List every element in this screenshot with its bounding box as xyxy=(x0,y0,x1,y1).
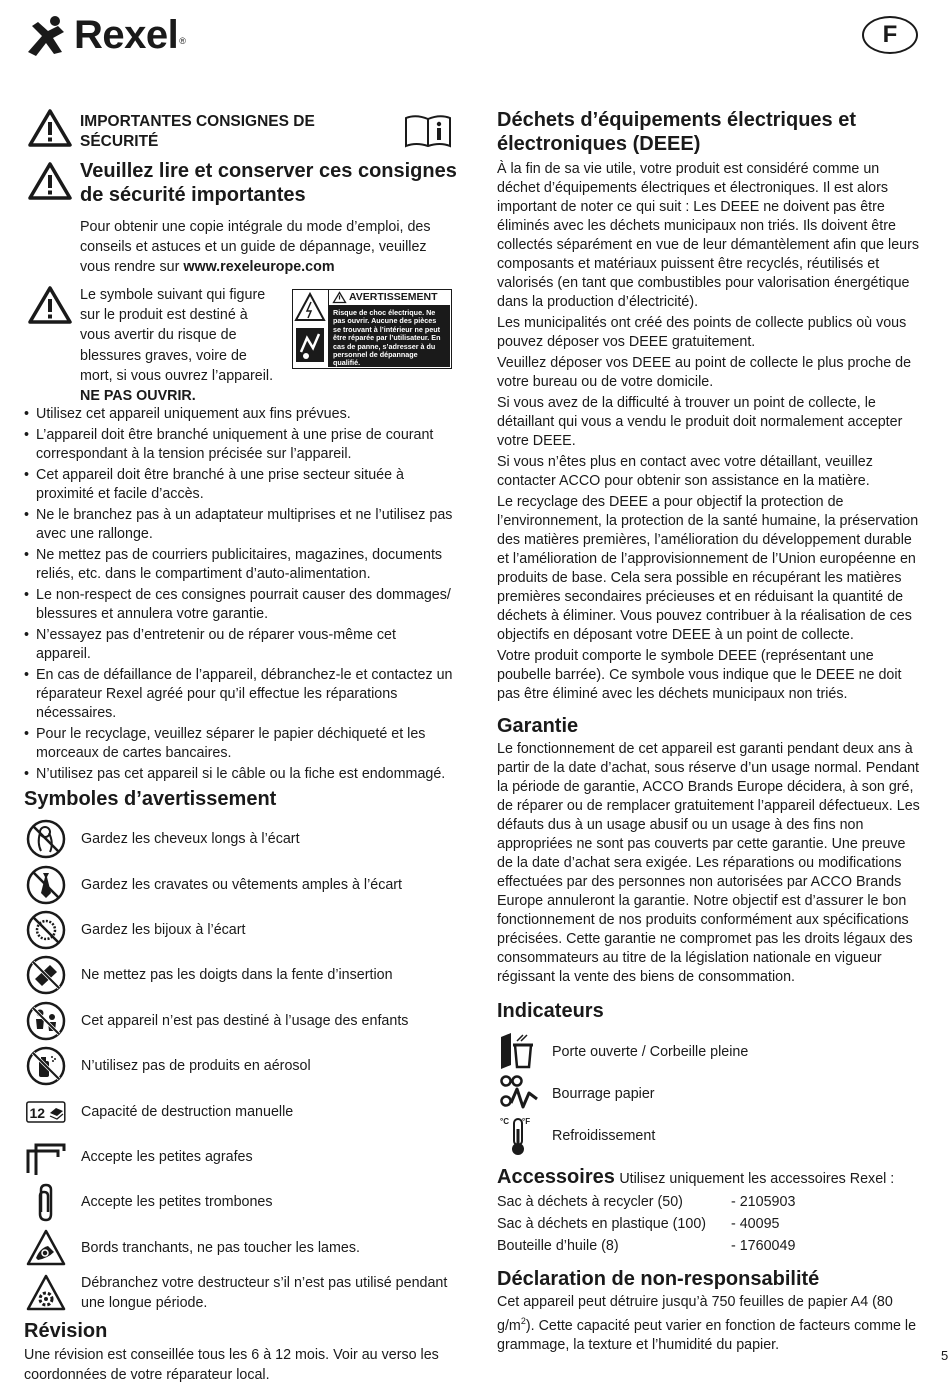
list-item xyxy=(24,999,454,1044)
warranty-text: Le fonctionnement de cet appareil est garanti pendant deux ans à partir de la date d’achat, sous réserve d’un usage normal. Pendant la période de garantie, ACCO Brands Europe décidera, à son gré, de réparer ou de remplacer gratuitement l’appareil défectueux. Les défauts dus à un usage abusif ou un usage à des fins non appropriées ne sont pas couverts par cette garantie. Une preuve de la date d’achat sera exigée. Les réparations ou modifications effectuées par des personnes non autorisées par ACCO Brands Europe annuleront la garantie. Notre objectif est d’assurer le bon fonctionnement de nos produits conformément aux spécifications précisées. Cette garantie ne compromet pas les droits légaux des consommateurs au titre de la législation nationale en vigueur régissant la vente des biens de consommation. xyxy=(497,741,920,985)
tie-icon xyxy=(26,865,66,905)
capacity-number: 12 xyxy=(29,1104,46,1121)
list-item: • Utilisez cet appareil uniquement aux fins prévues. xyxy=(24,405,454,424)
warning-label-header xyxy=(329,290,450,306)
symbol-label: Ne mettez pas les doigts dans la fente d’insertion xyxy=(81,967,393,984)
svg-text:°F: °F xyxy=(522,1117,531,1126)
electric-hazard-icon xyxy=(293,290,327,366)
right-column xyxy=(497,108,925,1357)
paragraph: Les municipalités ont créé des points de collecte publics où vous pouvez déposer vos DEEE gratuitement. xyxy=(497,315,907,350)
indicator-label: Porte ouverte / Corbeille pleine xyxy=(552,1044,749,1060)
list-item xyxy=(24,863,454,908)
accessories-title: Accessoires xyxy=(497,1166,615,1188)
list-item: • Ne le branchez pas à un adaptateur multiprises et ne l’utilisez pas avec une rallonge. xyxy=(24,506,454,544)
accessory-code: - 1760049 xyxy=(731,1238,796,1254)
children-icon xyxy=(26,1001,66,1041)
rexel-logo xyxy=(24,12,186,58)
sharp-blades-icon xyxy=(26,1228,66,1268)
page-header xyxy=(0,0,950,70)
jewellery-icon xyxy=(26,910,66,950)
list-item xyxy=(24,1090,454,1135)
symbol-label: Gardez les cheveux longs à l’écart xyxy=(81,831,300,848)
mini-warning-icon xyxy=(333,292,346,303)
intro-text: Pour obtenir une copie intégrale du mode d’emploi, des conseils et astuces et un guide de dépannage, veuillez vous rendre sur xyxy=(80,219,431,275)
warning-label-icons xyxy=(293,290,329,367)
list-item xyxy=(24,1271,454,1316)
manual-info-icon xyxy=(404,114,452,148)
warning-triangle-icon xyxy=(28,161,72,201)
symbol-text: Le symbole suivant qui figure sur le produit est destiné à vous avertir du risque de blessures graves, voire de mort, si vous ouvrez l’appareil. xyxy=(80,287,274,384)
table-row xyxy=(497,1213,925,1235)
aerosol-icon xyxy=(26,1046,66,1086)
warning-label xyxy=(292,289,452,369)
list-item: • En cas de défaillance de l’appareil, débranchez-le et contactez un réparateur Rexel agréé pour qu’il effectue les réparations nécessaires. xyxy=(24,666,454,724)
list-item xyxy=(497,1073,925,1115)
list-item xyxy=(24,953,454,998)
thermometer-icon xyxy=(497,1115,541,1157)
door-bin-icon xyxy=(497,1031,541,1073)
warning-symbols-list xyxy=(24,817,454,1316)
symbol-label: Capacité de destruction manuelle xyxy=(81,1103,294,1120)
list-item: • N’essayez pas d’entretenir ou de réparer vous-même cet appareil. xyxy=(24,626,454,664)
read-title: Veuillez lire et conserver ces consignes de sécurité importantes xyxy=(80,160,457,206)
accessories-note: Utilisez uniquement les accessoires Rexel : xyxy=(619,1171,895,1187)
paragraph: Si vous avez de la difficulté à trouver un point de collecte, le détaillant qui vous a vendu le produit doit normalement accepter votre DEEE. xyxy=(497,395,903,449)
website-link[interactable]: www.rexeleurope.com xyxy=(183,259,335,275)
page-number: 5 xyxy=(941,1348,949,1363)
list-item: • N’utilisez pas cet appareil si le câble ou la fiche est endommagé. xyxy=(24,765,454,784)
list-item xyxy=(497,1115,925,1157)
warning-triangle-icon xyxy=(28,285,72,325)
read-instructions-header xyxy=(24,159,457,211)
indicator-label: Refroidissement xyxy=(552,1128,656,1144)
list-item xyxy=(24,1135,454,1180)
safety-bullet-list xyxy=(24,405,454,784)
paperclip-icon xyxy=(26,1182,66,1222)
accessories-header xyxy=(497,1166,925,1189)
list-item: • Le non-respect de ces consignes pourrait causer des dommages/ blessures et annulera votre garantie. xyxy=(24,586,454,624)
unplug-icon xyxy=(26,1273,66,1313)
capacity-icon xyxy=(26,1092,66,1132)
paragraph: Votre produit comporte le symbole DEEE (représentant une poubelle barrée). Ce symbole vous indique que le DEEE ne doit pas être éliminé avec les déchets municipaux non triés. xyxy=(497,648,902,702)
disclaimer-text xyxy=(497,1293,925,1355)
indicator-label: Bourrage papier xyxy=(552,1086,655,1102)
warning-label-body: Risque de choc électrique. Ne pas ouvrir. Aucune des pièces se trouvant à l’intérieur ne peut être réparée par l’utilisateur. En cas de panne, s’adresser à du personnel de dépannage qualifié. xyxy=(329,306,450,367)
accessory-code: - 40095 xyxy=(731,1216,780,1232)
list-item: • Pour le recyclage, veuillez séparer le papier déchiqueté et les morceaux de cartes bancaires. xyxy=(24,725,454,763)
list-item xyxy=(24,1180,454,1225)
table-row xyxy=(497,1235,925,1257)
accessory-name: Sac à déchets en plastique (100) xyxy=(497,1216,707,1232)
paragraph: Veuillez déposer vos DEEE au point de collecte le plus proche de votre bureau ou de votre domicile. xyxy=(497,355,912,390)
safety-title: IMPORTANTES CONSIGNES DE SÉCURITÉ xyxy=(80,113,315,150)
symbol-label: Accepte les petites trombones xyxy=(81,1194,273,1211)
do-not-open: NE PAS OUVRIR. xyxy=(80,388,196,405)
registered-mark: ® xyxy=(179,36,186,46)
symbol-explanation xyxy=(80,285,280,406)
warning-label-title: AVERTISSEMENT xyxy=(349,291,438,303)
revision-title: Révision xyxy=(24,1319,108,1342)
accessory-name: Bouteille d’huile (8) xyxy=(497,1238,619,1254)
weee-body xyxy=(497,160,925,704)
staple-icon xyxy=(26,1137,66,1177)
language-badge: F xyxy=(862,16,918,54)
paragraph: Le recyclage des DEEE a pour objectif la protection de l’environnement, la protection de la santé humaine, la préservation des matières premières, l’amélioration du développement durable et l’amélioration de l’approvisionnement de l’Union européenne en produits de base. Cela sera possible en récupérant les matières premières secondaires précieuses et en réduisant la quantité de déchets à éliminer. Vous pouvez contribuer à la réalisation de ces objectifs en déposant votre DEEE à un point de collecte. xyxy=(497,494,919,643)
indicators-title: Indicateurs xyxy=(497,1000,604,1022)
symbol-label: Gardez les bijoux à l’écart xyxy=(81,921,246,938)
paper-jam-icon xyxy=(497,1073,541,1115)
warning-triangle-icon xyxy=(28,108,72,148)
paragraph: À la fin de sa vie utile, votre produit est considéré comme un déchet d’équipements électriques et électroniques. Il est alors important de noter ce qui suit : Les DEEE ne doivent pas être éliminés avec les déchets municipaux non triés. Ils doivent être collectés séparément en vue de leur démantèlement afin que leurs composants et matériaux puissent être recyclés, réutilisés et valorisés (en tant que combustibles pour valorisation énergétique dans la production d’électricité). xyxy=(497,161,920,310)
accessories-table xyxy=(497,1191,925,1257)
list-item xyxy=(24,817,454,862)
table-row xyxy=(497,1191,925,1213)
indicators-list xyxy=(497,1031,925,1157)
symbol-label: Débranchez votre destructeur s’il n’est pas utilisé pendant une longue période. xyxy=(81,1275,448,1312)
paragraph: Si vous n’êtes plus en contact avec votre détaillant, veuillez contacter ACCO pour obtenir son assistance en la matière. xyxy=(497,454,873,489)
revision-text: Une révision est conseillée tous les 6 à 12 mois. Voir au verso les coordonnées de votre réparateur local. xyxy=(24,1346,439,1383)
accessory-code: - 2105903 xyxy=(731,1194,796,1210)
list-item: • L’appareil doit être branché uniquement à une prise de courant correspondant à la tension précisée sur l’appareil. xyxy=(24,426,454,464)
svg-text:°C: °C xyxy=(500,1117,509,1126)
accessory-name: Sac à déchets à recycler (50) xyxy=(497,1194,683,1210)
list-item: • Cet appareil doit être branché à une prise secteur située à proximité et facile d’accès. xyxy=(24,466,454,504)
brand-name: Rexel xyxy=(74,12,179,57)
symbol-label: Gardez les cravates ou vêtements amples à l’écart xyxy=(81,876,403,893)
fingers-icon xyxy=(26,955,66,995)
electric-warning-block xyxy=(24,285,454,403)
disclaimer-text-start: Cet appareil peut détruire jusqu’à 750 feuilles de papier A4 (80 g/m xyxy=(497,1294,893,1334)
long-hair-icon xyxy=(26,819,66,859)
symbol-label: N’utilisez pas de produits en aérosol xyxy=(81,1058,311,1075)
list-item xyxy=(24,1044,454,1089)
warning-symbols-title: Symboles d’avertissement xyxy=(24,788,277,811)
superscript: 2 xyxy=(520,1316,526,1326)
rexel-figure-icon xyxy=(24,12,70,58)
safety-header xyxy=(24,108,454,153)
left-column xyxy=(24,108,457,1385)
list-item xyxy=(497,1031,925,1073)
symbol-label: Bords tranchants, ne pas toucher les lames. xyxy=(81,1239,360,1256)
list-item xyxy=(24,908,454,953)
symbol-label: Accepte les petites agrafes xyxy=(81,1148,253,1165)
disclaimer-title: Déclaration de non-responsabilité xyxy=(497,1268,820,1290)
list-item: • Ne mettez pas de courriers publicitaires, magazines, documents reliés, etc. dans le compartiment d’auto-alimentation. xyxy=(24,546,454,584)
intro-paragraph xyxy=(80,217,450,277)
disclaimer-text-end: ). Cette capacité peut varier en fonction de facteurs comme le grammage, la texture et l’humidité du papier. xyxy=(497,1317,917,1353)
weee-title: Déchets d’équipements électriques et électroniques (DEEE) xyxy=(497,109,857,155)
warranty-title: Garantie xyxy=(497,715,579,737)
list-item xyxy=(24,1226,454,1271)
symbol-label: Cet appareil n’est pas destiné à l’usage des enfants xyxy=(81,1012,409,1029)
